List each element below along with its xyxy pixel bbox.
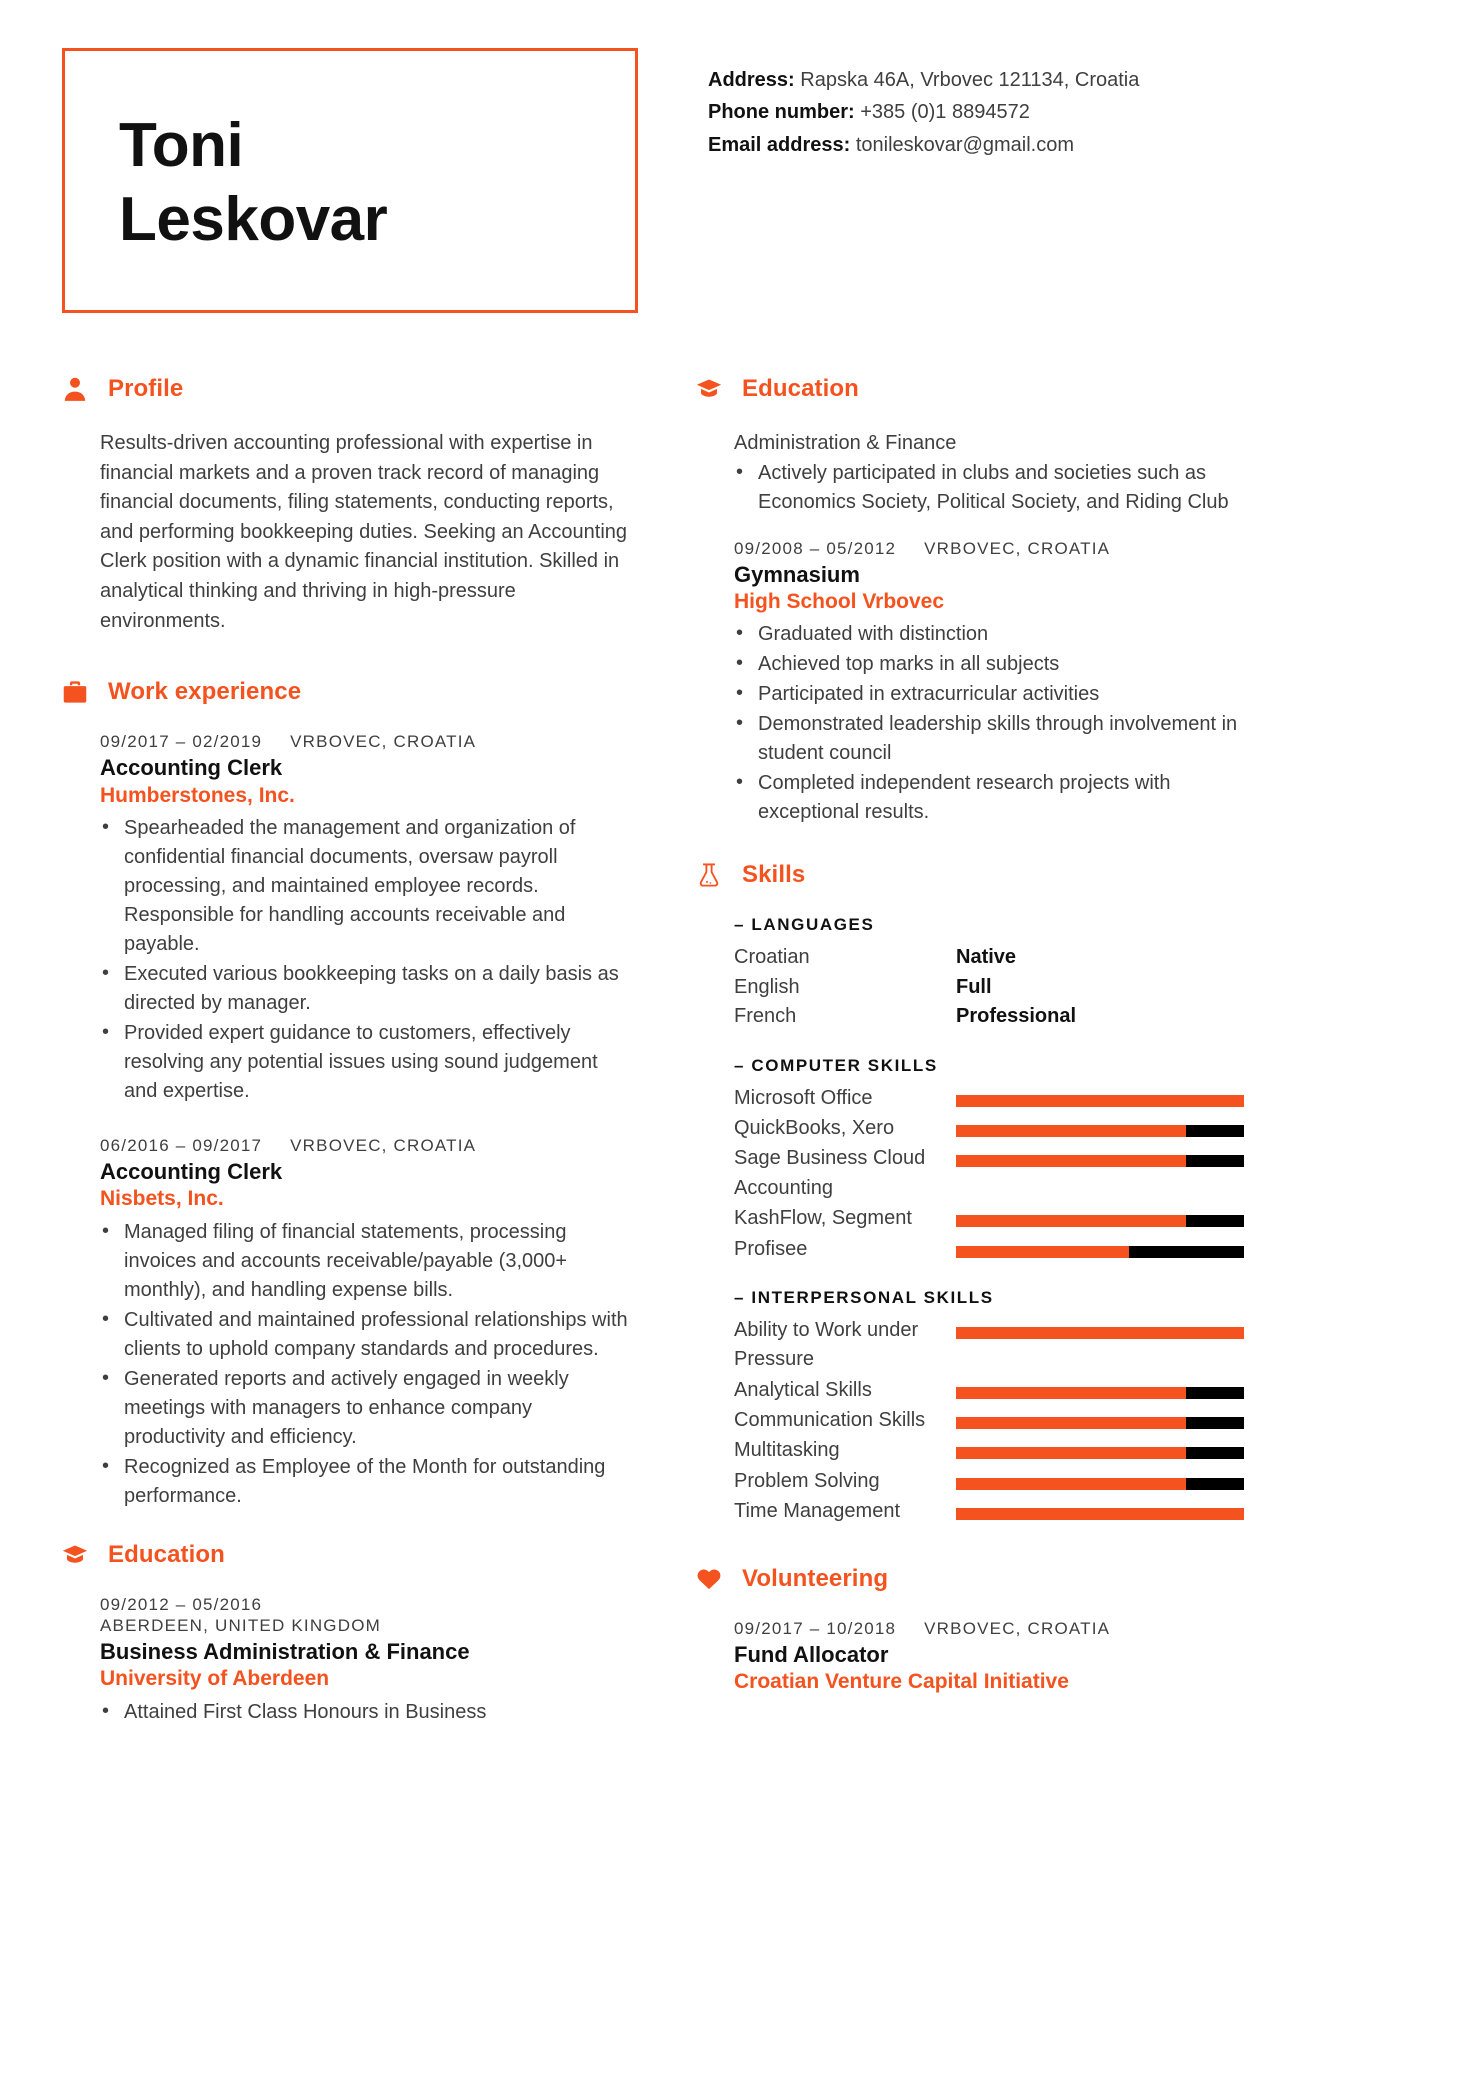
skill-bar-fill — [956, 1125, 1186, 1137]
education-title-left: Education — [108, 1540, 225, 1568]
skill-name: KashFlow, Segment — [734, 1207, 912, 1230]
education-entry-meta — [100, 1595, 628, 1636]
education-degree: Business Administration & Finance — [100, 1638, 470, 1664]
profile-text: Results-driven accounting professional with expertise in financial markets and a proven track record of managing financial documents, filing statements, conducting reports, and performing bookkeeping duties. Seeking an Accounting Clerk position with a dynamic financial institution. Skilled in analytical thinking and thriving in high-pressure environments. — [100, 432, 628, 632]
right-column — [662, 375, 1262, 1757]
volunteering-dates: 09/2017 – 10/2018 — [734, 1618, 897, 1638]
work-job-title: Accounting Clerk — [100, 1158, 283, 1184]
skill-bar — [956, 1327, 1244, 1339]
skill-bar-fill — [956, 1327, 1244, 1339]
skill-bar — [956, 1246, 1244, 1258]
profile-title: Profile — [108, 375, 184, 402]
phone-label: Phone number: — [708, 101, 855, 124]
education-organization: University of Aberdeen — [100, 1667, 330, 1691]
skill-name: Time Management — [734, 1500, 900, 1523]
skill-bar-holder — [956, 1316, 1262, 1339]
skill-name: Problem Solving — [734, 1469, 880, 1492]
section-profile — [62, 375, 628, 636]
skill-bar — [956, 1508, 1244, 1520]
skill-bar-holder — [956, 1497, 1262, 1520]
list-item: • Actively participated in clubs and societies such as Economics Society, Political Society, and Riding Club — [734, 459, 1262, 517]
name-box — [62, 48, 638, 313]
skill-bar — [956, 1125, 1244, 1137]
skill-bar — [956, 1417, 1244, 1429]
last-name: Leskovar — [119, 184, 388, 254]
skill-row — [734, 1467, 1262, 1496]
education-degree: Gymnasium — [734, 561, 860, 587]
graduation-cap-icon — [62, 1542, 88, 1568]
graduation-cap-icon — [696, 376, 722, 402]
section-education-left — [62, 1541, 628, 1727]
email-value: tonileskovar@gmail.com — [855, 133, 1075, 156]
skill-name: Analytical Skills — [734, 1378, 872, 1401]
contact-row-phone — [708, 96, 1139, 128]
skill-bar-fill — [956, 1447, 1186, 1459]
phone-value: +385 (0)1 8894572 — [860, 101, 1030, 124]
work-location: VRBOVEC, CROATIA — [290, 732, 477, 752]
computer-group-title: – COMPUTER SKILLS — [734, 1055, 938, 1075]
skill-name: Profisee — [734, 1237, 808, 1260]
skill-bar — [956, 1215, 1244, 1227]
skill-bar — [956, 1155, 1244, 1167]
skill-bar — [956, 1095, 1244, 1107]
skill-row — [734, 1316, 1262, 1375]
work-location: VRBOVEC, CROATIA — [290, 1135, 477, 1155]
briefcase-icon — [62, 679, 88, 705]
section-education-right — [696, 375, 1262, 827]
language-name: English — [734, 975, 800, 998]
skill-bar — [956, 1478, 1244, 1490]
left-column — [62, 375, 662, 1757]
interpersonal-group-title: – INTERPERSONAL SKILLS — [734, 1287, 994, 1307]
skill-name: Ability to Work under Pressure — [734, 1318, 919, 1371]
education-location: ABERDEEN, UNITED KINGDOM — [100, 1615, 381, 1635]
content-columns — [62, 375, 1406, 1757]
language-level: Professional — [956, 1005, 1077, 1028]
work-entry — [100, 732, 628, 1106]
education-organization: High School Vrbovec — [734, 590, 945, 614]
language-name: Croatian — [734, 946, 810, 969]
skill-row — [734, 1497, 1262, 1526]
work-heading — [62, 678, 628, 706]
list-item: • Attained First Class Honours in Business — [100, 1698, 628, 1727]
volunteering-entry-meta — [734, 1619, 1262, 1639]
list-item: • Generated reports and actively engaged in weekly meetings with managers to enhance company productivity and efficiency. — [100, 1365, 628, 1452]
list-item: • Completed independent research projects with exceptional results. — [734, 769, 1262, 827]
work-dates: 09/2017 – 02/2019 — [100, 732, 263, 752]
skill-bar — [956, 1447, 1244, 1459]
languages-group-title: – LANGUAGES — [734, 915, 875, 935]
email-label: Email address: — [708, 133, 851, 156]
volunteering-role: Fund Allocator — [734, 1641, 889, 1667]
education-location: VRBOVEC, CROATIA — [924, 538, 1111, 558]
language-row — [734, 1002, 1262, 1031]
address-label: Address: — [708, 69, 795, 91]
language-row — [734, 973, 1262, 1002]
section-work-experience — [62, 678, 628, 1511]
work-title: Work experience — [108, 678, 302, 706]
skill-bar-holder — [956, 1144, 1262, 1167]
list-item: • Demonstrated leadership skills through involvement in student council — [734, 710, 1262, 768]
education-dates: 09/2012 – 05/2016 — [100, 1594, 263, 1614]
skill-row — [734, 1144, 1262, 1203]
skill-bar — [956, 1387, 1244, 1399]
education-bullets — [100, 1698, 628, 1727]
contact-row-address — [708, 64, 1139, 96]
heart-icon — [696, 1566, 722, 1592]
list-item: • Achieved top marks in all subjects — [734, 650, 1262, 679]
contact-row-email — [708, 129, 1139, 161]
skill-name: Multitasking — [734, 1439, 840, 1462]
skill-name: Communication Skills — [734, 1409, 926, 1432]
skill-bar-fill — [956, 1215, 1186, 1227]
list-item: • Recognized as Employee of the Month for outstanding performance. — [100, 1453, 628, 1511]
list-item: • Managed filing of financial statements, processing invoices and accounts receivable/payable (3,000+ monthly), and handling expense bills. — [100, 1218, 628, 1305]
work-entry — [100, 1136, 628, 1511]
education-continuation-text: Administration & Finance — [734, 432, 957, 454]
skill-bar-fill — [956, 1095, 1244, 1107]
skill-bar-holder — [956, 1376, 1262, 1399]
education-entry — [100, 1595, 628, 1727]
first-name: Toni — [119, 111, 244, 181]
skill-name: Sage Business Cloud Accounting — [734, 1147, 926, 1199]
volunteering-organization: Croatian Venture Capital Initiative — [734, 1670, 1069, 1694]
skill-bar-fill — [956, 1417, 1186, 1429]
skills-content — [734, 915, 1262, 1526]
skill-bar-fill — [956, 1478, 1186, 1490]
skill-row — [734, 1235, 1262, 1264]
skill-name: Microsoft Office — [734, 1086, 873, 1109]
skill-bar-holder — [956, 1084, 1262, 1107]
skill-bar-holder — [956, 1436, 1262, 1459]
volunteering-entry — [734, 1619, 1262, 1696]
skill-bar-fill — [956, 1246, 1129, 1258]
language-level: Native — [956, 946, 1017, 969]
flask-icon — [696, 862, 722, 888]
skill-row — [734, 1204, 1262, 1233]
education-heading-left — [62, 1541, 628, 1569]
skill-bar-fill — [956, 1508, 1244, 1520]
skill-row — [734, 1406, 1262, 1435]
education-entry-meta — [734, 539, 1262, 559]
skill-row — [734, 1376, 1262, 1405]
skill-bar-holder — [956, 1114, 1262, 1137]
list-item: • Graduated with distinction — [734, 620, 1262, 649]
education-dates: 09/2008 – 05/2012 — [734, 538, 897, 558]
work-entry-meta — [100, 732, 628, 752]
profile-heading — [62, 375, 628, 403]
address-value: Rapska 46A, Vrbovec 121134, Croatia — [800, 69, 1140, 91]
computer-skills-list — [734, 1084, 1262, 1264]
work-bullets — [100, 814, 628, 1106]
skill-bar-holder — [956, 1204, 1262, 1227]
volunteering-location: VRBOVEC, CROATIA — [924, 1618, 1111, 1638]
work-entry-meta — [100, 1136, 628, 1156]
skill-bar-holder — [956, 1235, 1262, 1258]
list-item: • Provided expert guidance to customers, effectively resolving any potential issues using sound judgement and expertise. — [100, 1019, 628, 1106]
language-level: Full — [956, 975, 992, 998]
volunteering-heading — [696, 1565, 1262, 1593]
skill-bar-fill — [956, 1387, 1186, 1399]
person-icon — [62, 376, 88, 402]
list-item: • Participated in extracurricular activities — [734, 680, 1262, 709]
skills-title: Skills — [742, 861, 806, 889]
list-item: • Executed various bookkeeping tasks on a daily basis as directed by manager. — [100, 960, 628, 1018]
skill-bar-holder — [956, 1406, 1262, 1429]
contact-details — [708, 48, 1139, 161]
skill-row — [734, 1084, 1262, 1113]
section-volunteering — [696, 1565, 1262, 1696]
education-heading-right — [696, 375, 1262, 403]
education-title-right: Education — [742, 375, 859, 402]
work-bullets — [100, 1218, 628, 1511]
language-row — [734, 943, 1262, 972]
section-skills — [696, 861, 1262, 1526]
skill-row — [734, 1114, 1262, 1143]
work-dates: 06/2016 – 09/2017 — [100, 1135, 263, 1155]
skill-bar-holder — [956, 1467, 1262, 1490]
education-continuation-bullets — [734, 459, 1262, 517]
volunteering-title: Volunteering — [742, 1564, 889, 1592]
list-item: • Spearheaded the management and organization of confidential financial documents, oversaw payroll processing, and maintained employee records. Responsible for handling accounts receivable and payable. — [100, 814, 628, 959]
language-name: French — [734, 1005, 797, 1028]
skill-bar-fill — [956, 1155, 1186, 1167]
skills-heading — [696, 861, 1262, 889]
skill-name: QuickBooks, Xero — [734, 1116, 895, 1139]
work-organization: Nisbets, Inc. — [100, 1187, 224, 1211]
resume-header — [62, 48, 1406, 313]
education-entry — [734, 539, 1262, 828]
work-organization: Humberstones, Inc. — [100, 783, 295, 807]
education-continuation — [734, 429, 1262, 517]
skill-row — [734, 1436, 1262, 1465]
education-bullets — [734, 620, 1262, 827]
interpersonal-skills-list — [734, 1316, 1262, 1527]
list-item: • Cultivated and maintained professional relationships with clients to uphold company standards and procedures. — [100, 1306, 628, 1364]
work-job-title: Accounting Clerk — [100, 755, 283, 781]
